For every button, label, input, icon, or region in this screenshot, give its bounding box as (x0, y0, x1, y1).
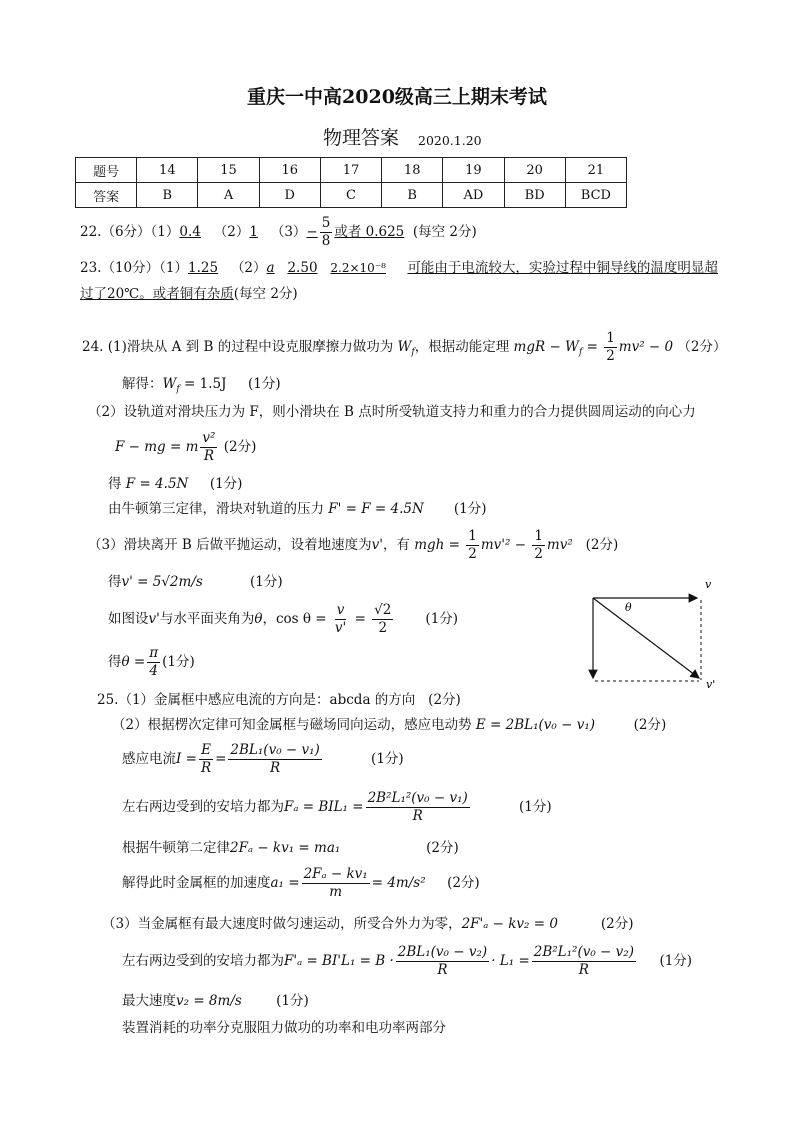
resultant-velocity-arrow (593, 598, 699, 678)
q24-line-4 (115, 430, 256, 465)
q25-line-9 (122, 989, 309, 1009)
points: (1分) (425, 611, 459, 627)
table-cell: 18 (382, 158, 443, 183)
q24-line-5 (108, 472, 242, 492)
q23-line-1 (80, 256, 718, 276)
table-cell: 20 (504, 158, 565, 183)
q24-line-6 (108, 497, 486, 517)
q23-part-2: （2） (230, 260, 267, 276)
v-prime: v' (371, 537, 383, 553)
wf-symbol: $W_f$ (397, 339, 415, 358)
q25-line-7 (102, 912, 633, 932)
q22-prefix: 22.（6分）（1） (80, 224, 180, 240)
q22-answer-2: 1 (249, 224, 258, 240)
text: 左右两边受到的安培力都为 (122, 953, 284, 969)
points: (1分) (659, 953, 693, 969)
text: （3）当金属框有最大速度时做匀速运动，所受合外力为零， (102, 916, 462, 932)
numerator: 2BL₁(v₀ − v₁) (230, 742, 320, 758)
formula: v' = 5√2m/s (121, 574, 203, 590)
text: 最大速度 (122, 993, 176, 1009)
q24-line-10 (108, 645, 195, 680)
formula-rest: mv² − 0 (618, 339, 674, 355)
wf-symbol: $W_f$ (162, 376, 180, 395)
table-cell: 15 (198, 158, 259, 183)
formula: v₂ = 8m/s (176, 993, 242, 1009)
text: 得 (108, 476, 122, 492)
q23-answer-2c: 2.2×10⁻⁸ (330, 261, 386, 275)
exam-date: 2020.1.20 (418, 133, 482, 148)
theta: θ (254, 611, 263, 627)
fraction (320, 215, 333, 250)
denominator: 2 (534, 546, 543, 562)
q24-text: 24. (1)滑块从 A 到 B 的过程中设克服摩擦力做功为 (82, 339, 394, 355)
formula: F' = F = 4.5N (328, 501, 424, 517)
points: (1分) (209, 476, 243, 492)
numerator: 2B²L₁²(v₀ − v₂) (533, 944, 634, 960)
denominator: R (412, 808, 423, 824)
q23-prefix: 23.（10分）（1） (80, 260, 188, 276)
points: (2分) (428, 692, 461, 708)
points: (2分) (426, 840, 459, 856)
v-prime-label: v' (706, 678, 716, 688)
numerator: 1 (534, 528, 543, 544)
text: 左右两边受到的安培力都为 (122, 799, 284, 815)
q23-answer-3-line-2: 过了20℃。或者铜有杂质 (80, 286, 234, 302)
text: （3）滑块离开 B 后做平抛运动，设着地速度为 (88, 537, 372, 553)
q22-answer-3 (306, 215, 405, 249)
f-subscript: f (578, 347, 583, 358)
fraction (366, 790, 470, 825)
equals: = (586, 339, 598, 355)
q24-text-mid: ，根据动能定理 (414, 339, 510, 355)
q25-line-6 (122, 866, 480, 901)
numerator: 2BL₁(v₀ − v₂) (397, 944, 488, 960)
numerator: 5 (321, 215, 331, 231)
q23-note: (每空 2分) (233, 286, 298, 302)
equals: = (215, 751, 227, 767)
fraction (333, 602, 348, 637)
formula-part: mv'² − (480, 537, 527, 553)
table-cell: 21 (565, 158, 626, 183)
q25-line-3 (122, 742, 404, 777)
numerator: v² (202, 430, 216, 446)
denominator: m (329, 884, 343, 900)
q22-part-3: （3） (270, 224, 307, 240)
formula: = 1.5J (184, 376, 227, 392)
table-cell: 14 (137, 158, 198, 183)
formula: F = 4.5N (125, 476, 189, 492)
v-prime: v' (148, 611, 160, 627)
text: 根据牛顿第二定律 (122, 840, 230, 856)
table-cell: 16 (259, 158, 320, 183)
q22-answer-3-text: 或者 0.625 (334, 224, 405, 240)
fraction (228, 742, 321, 777)
denominator: 2 (468, 546, 477, 562)
q23-answer-2b: 2.50 (287, 260, 318, 276)
table-cell: AD (443, 183, 504, 208)
numerator: v (336, 602, 345, 618)
fraction-half (532, 528, 545, 563)
text: 由牛顿第三定律，滑块对轨道的压力 (108, 501, 324, 517)
minus-sign: − (306, 224, 318, 240)
q25-line-4 (122, 790, 552, 825)
q22-answer-1: 0.4 (179, 224, 201, 240)
points: (1分) (247, 376, 281, 392)
q24-line-3: （2）设轨道对滑块压力为 F，则小滑块在 B 点时所受轨道支持力和重力的合力提供圆周运动的向心力 (88, 404, 696, 420)
numerator: E (201, 742, 211, 758)
equals: = (354, 611, 366, 627)
q24-line-2 (122, 372, 281, 395)
denominator: 8 (321, 233, 331, 249)
text: 得 (108, 654, 122, 670)
fraction (532, 944, 636, 979)
formula: I = (176, 751, 197, 767)
table-cell: 17 (320, 158, 381, 183)
points: (2分) (600, 916, 634, 932)
table-cell: BCD (565, 183, 626, 208)
table-cell: BD (504, 183, 565, 208)
denominator: 2 (606, 348, 615, 364)
points: （2分） (677, 339, 727, 355)
table-cell: C (320, 183, 381, 208)
formula: mgR − W (513, 339, 579, 355)
points: (1分) (371, 751, 404, 767)
denominator: R (200, 760, 212, 776)
q22-part-2: （2） (213, 224, 250, 240)
formula: mgh = (414, 537, 460, 553)
q25-line-8 (122, 944, 692, 979)
text: 得 (108, 574, 122, 590)
fraction-half (604, 330, 617, 365)
velocity-diagram (585, 578, 725, 688)
q25-line-10: 装置消耗的功率分克服阻力做功的功率和电功率两部分 (122, 1020, 446, 1036)
cos-label: ，cos θ = (262, 611, 327, 627)
text: 感应电流 (122, 751, 176, 767)
formula: Fₐ = BIL₁ = (284, 799, 364, 815)
formula: E = 2BL₁(v₀ − v₁) (475, 717, 596, 733)
denominator: R (578, 962, 589, 978)
v-label: v (705, 578, 712, 591)
solve-label: 解得： (122, 376, 163, 392)
q23-line-2 (80, 282, 298, 302)
denominator: v' (334, 620, 347, 636)
text: 如图设 (108, 611, 149, 627)
points: (2分) (223, 439, 257, 455)
denominator: R (203, 448, 215, 464)
points: (2分) (633, 717, 667, 733)
formula: F − mg = m (115, 439, 199, 455)
text: ，有 (382, 537, 410, 553)
numerator: 2B²L₁²(v₀ − v₁) (367, 790, 468, 806)
denominator: 2 (378, 620, 388, 636)
numerator: 1 (468, 528, 477, 544)
text: 解得此时金属框的加速度 (122, 875, 271, 891)
numerator: 1 (606, 330, 615, 346)
fraction (199, 742, 213, 777)
points: (1分) (162, 654, 195, 670)
q24-line-7 (88, 528, 618, 563)
q24-line-1 (82, 330, 727, 365)
table-cell: B (137, 183, 198, 208)
text: 25.（1）金属框中感应电流的方向是：abcda 的方向 (97, 692, 416, 708)
formula: · L₁ = (491, 953, 530, 969)
numerator: √2 (374, 602, 392, 618)
points: (1分) (519, 799, 552, 815)
table-cell: D (259, 183, 320, 208)
denominator: 4 (149, 663, 158, 679)
numerator: 2Fₐ − kv₁ (303, 866, 368, 882)
q24-line-9 (108, 602, 458, 637)
fraction (396, 944, 489, 979)
text: （2）根据楞次定律可知金属框与磁场同向运动，感应电动势 (112, 717, 472, 733)
q25-line-2 (112, 713, 666, 733)
numerator: π (149, 645, 159, 661)
text: 与水平面夹角为 (159, 611, 255, 627)
page-title: 重庆一中高2020级高三上期末考试 (247, 86, 547, 108)
table-row (76, 158, 627, 183)
formula: F'ₐ = BI'L₁ = B · (284, 953, 394, 969)
q22-note: (每空 2分) (412, 224, 477, 240)
table-cell: 题号 (76, 158, 137, 183)
q23-answer-3-line-1: 可能由于电流较大，实验过程中铜导线的温度明显超 (407, 260, 718, 276)
points: (2分) (447, 875, 480, 891)
fraction (372, 602, 393, 637)
table-cell: A (198, 183, 259, 208)
fraction (147, 645, 160, 680)
denominator: R (437, 962, 448, 978)
denominator: R (270, 760, 281, 776)
q24-line-8 (108, 570, 283, 590)
page-subtitle: 物理答案 (323, 127, 400, 149)
formula-part: mv² (546, 537, 573, 553)
table-row (76, 183, 627, 208)
formula: 2F'ₐ − kv₂ = 0 (461, 916, 558, 932)
theta-label: θ (625, 601, 632, 614)
points: (1分) (276, 993, 309, 1009)
q23-answer-2a: a (266, 260, 275, 276)
answer-table (75, 157, 627, 208)
points: (1分) (250, 574, 283, 590)
table-cell: B (382, 183, 443, 208)
formula: = 4m/s² (371, 875, 426, 891)
fraction (200, 430, 217, 465)
fraction (302, 866, 370, 901)
q25-line-1 (97, 688, 461, 708)
points: (2分) (585, 537, 619, 553)
formula: 2Fₐ − kv₁ = ma₁ (230, 840, 341, 856)
table-cell: 答案 (76, 183, 137, 208)
q23-answer-1: 1.25 (188, 260, 219, 276)
q22-line (80, 215, 477, 250)
formula: θ = (121, 654, 146, 670)
fraction-half (466, 528, 479, 563)
q25-line-5 (122, 836, 459, 856)
formula: a₁ = (270, 875, 300, 891)
table-cell: 19 (443, 158, 504, 183)
points: (1分) (453, 501, 487, 517)
